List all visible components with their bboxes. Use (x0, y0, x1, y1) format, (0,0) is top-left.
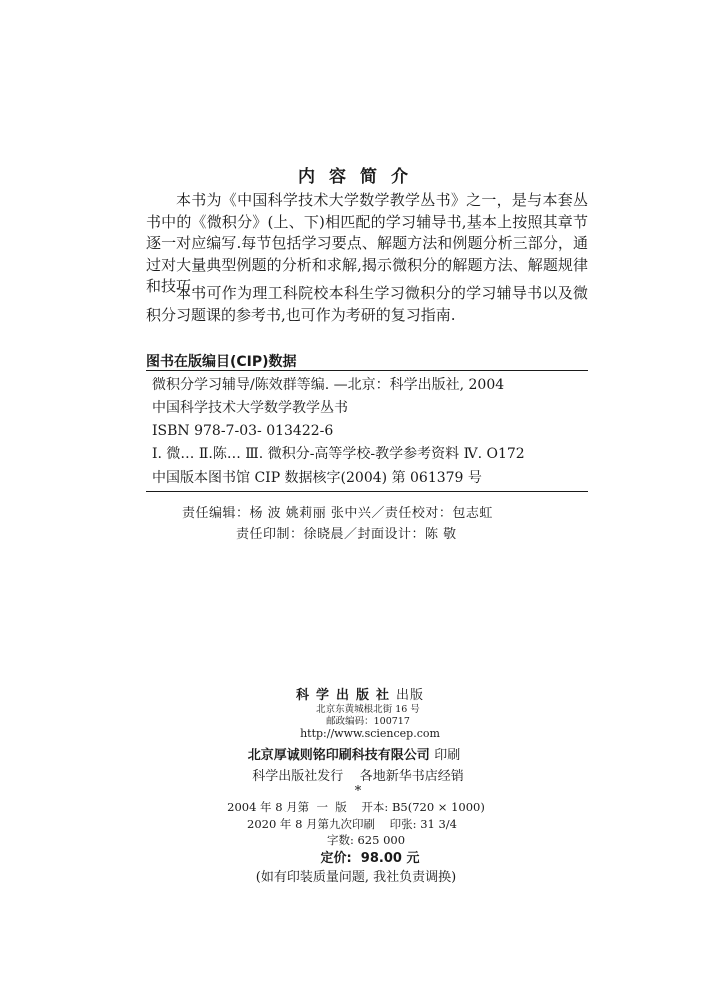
edition-line: 2004 年 8 月第 一 版 开本: B5(720 × 1000) (227, 800, 485, 814)
publisher-address: 北京东黄城根北街 16 号 (316, 704, 420, 715)
cip-line-subjects: Ⅰ. 微… Ⅱ.陈… Ⅲ. 微积分-高等学校-教学参考资料 Ⅳ. O172 (152, 446, 525, 462)
publisher-name: 科学出版社 (295, 688, 396, 703)
cip-top-rule (146, 370, 588, 371)
cip-line-title: 微积分学习辅导/陈效群等编. —北京：科学出版社, 2004 (152, 377, 505, 393)
printing-line: 2020 年 8 月第九次印刷 印张: 31 3/4 (247, 817, 457, 831)
printer-line (0, 744, 714, 763)
publisher-url: http://www.sciencep.com (300, 727, 440, 740)
page-title: 内容简介 (298, 167, 422, 187)
printer-name: 北京厚诚则铭印刷科技有限公司 (247, 748, 430, 763)
distribution-line: 科学出版社发行 各地新华书店经销 (252, 769, 464, 784)
publisher-zip: 邮政编码：100717 (326, 716, 410, 727)
cip-bottom-rule (146, 491, 588, 492)
printer-suffix: 印刷 (434, 748, 461, 763)
cip-line-record-number: 中国版本图书馆 CIP 数据核字(2004) 第 061379 号 (152, 470, 482, 486)
quality-notice: (如有印装质量问题, 我社负责调换) (255, 870, 457, 885)
publisher-suffix: 出版 (396, 688, 425, 703)
separator-star: * (354, 784, 362, 799)
price: 定价: 98.00 元 (320, 851, 420, 866)
cip-line-isbn: ISBN 978-7-03- 013422-6 (152, 423, 334, 439)
credits-editors: 责任编辑：杨 波 姚莉丽 张中兴／责任校对：包志虹 (182, 506, 493, 521)
credits-printing-design: 责任印制：徐晓晨／封面设计：陈 敬 (236, 527, 457, 542)
intro-paragraph-2: 本书可作为理工科院校本科生学习微积分的学习辅导书以及微积分习题课的参考书,也可作为考研的复习指南. (146, 284, 588, 324)
cip-line-series: 中国科学技术大学数学教学丛书 (152, 400, 348, 416)
cip-heading: 图书在版编目(CIP)数据 (146, 354, 297, 370)
intro-paragraph-1: 本书为《中国科学技术大学数学教学丛书》之一，是与本套丛书中的《微积分》(上、下)相匹配的学习辅导书,基本上按照其章节逐一对应编写.每节包括学习要点、解题方法和例题分析三部分，通过对大量典型例题的分析和求解,揭示微积分的解题方法、解题规律和技巧. (146, 191, 588, 295)
word-count: 字数: 625 000 (326, 833, 406, 847)
